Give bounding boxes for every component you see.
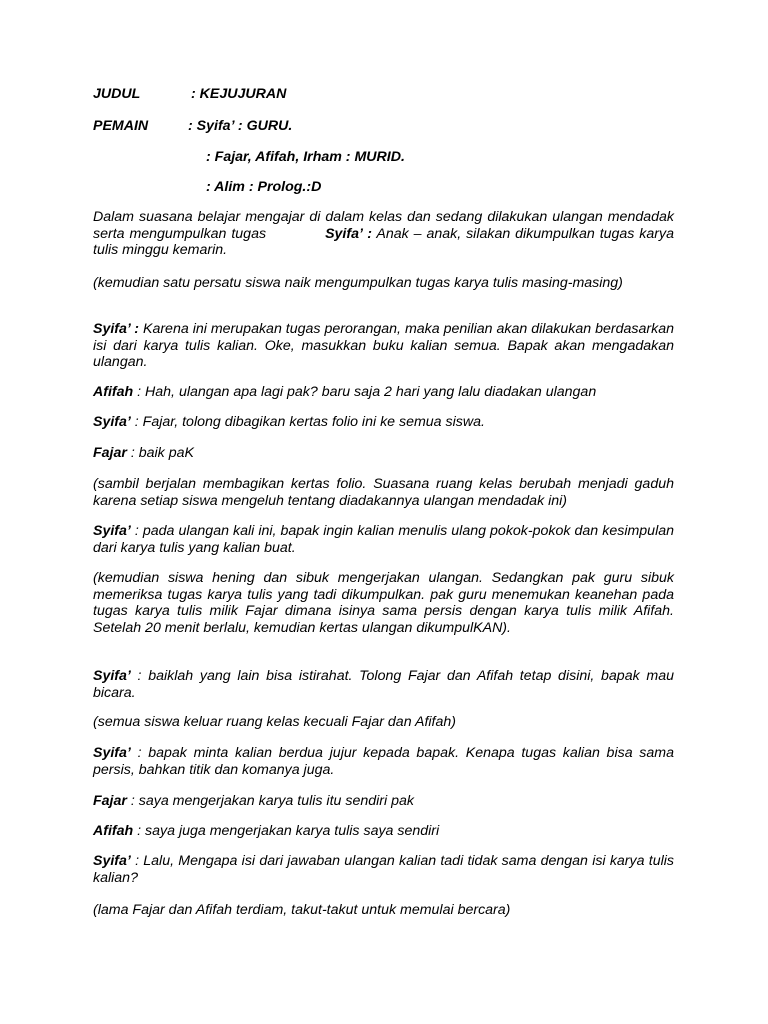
dialogue-paragraph: [93, 853, 674, 886]
stage-direction: (semua siswa keluar ruang kelas kecuali Fajar dan Afifah): [93, 714, 457, 730]
dialogue-paragraph: [93, 523, 674, 556]
speaker-name: Fajar: [93, 793, 127, 809]
speaker-name: Fajar: [93, 445, 127, 461]
title-label: JUDUL: [93, 86, 141, 102]
speaker-name: Syifa’: [93, 523, 131, 539]
stage-direction: (sambil berjalan membagikan kertas folio. Suasana ruang kelas berubah menjadi gaduh karena setiap siswa mengeluh tentang diadakannya ulangan mendadak ini): [93, 476, 674, 509]
dialogue-paragraph: [93, 668, 674, 701]
title-value: : KEJUJURAN: [191, 86, 287, 102]
dialogue-text: : Fajar, tolong dibagikan kertas folio ini ke semua siswa.: [130, 414, 485, 430]
dialogue-text: : saya mengerjakan karya tulis itu sendiri pak: [126, 793, 414, 809]
dialogue-text: : bapak minta kalian berdua jujur kepada bapak. Kenapa tugas kalian bisa sama persis, bahkan titik dan komanya juga.: [93, 745, 674, 778]
cast-label: PEMAIN: [93, 118, 149, 134]
speaker-name: Afifah: [93, 823, 134, 839]
speaker-name: Syifa’ :: [325, 225, 373, 242]
speaker-name: Afifah: [93, 384, 134, 400]
cast-students: : Fajar, Afifah, Irham : MURID.: [206, 149, 405, 165]
cast-teacher: : Syifa’ : GURU.: [188, 118, 293, 134]
dialogue-paragraph: [93, 384, 674, 401]
narration: Dalam suasana belajar mengajar di dalam kelas dan sedang dilakukan ulangan mendadak serta mengumpulkan tugas: [93, 209, 674, 242]
dialogue-text: : saya juga mengerjakan karya tulis saya sendiri: [133, 823, 440, 839]
dialogue-text: Anak – anak, silakan dikumpulkan tugas karya tulis minggu kemarin.: [93, 225, 674, 258]
paragraph-1: [93, 209, 674, 259]
title-line: [93, 86, 286, 103]
dialogue-paragraph: [93, 321, 674, 371]
dialogue-paragraph: [93, 745, 674, 778]
speaker-name: Syifa’ :: [93, 321, 140, 337]
dialogue-text: : Hah, ulangan apa lagi pak? baru saja 2 hari yang lalu diadakan ulangan: [133, 384, 597, 400]
dialogue-paragraph: [93, 793, 674, 810]
stage-direction: (lama Fajar dan Afifah terdiam, takut-takut untuk memulai bercara): [93, 902, 511, 918]
dialogue-text: : baiklah yang lain bisa istirahat. Tolong Fajar dan Afifah tetap disini, bapak mau bicara.: [93, 668, 674, 701]
stage-direction: (kemudian siswa hening dan sibuk mengerjakan ulangan. Sedangkan pak guru sibuk memeriksa tugas karya tulis yang tadi dikumpulkan. pak guru menemukan keanehan pada tugas karya tulis milik Fajar dimana isinya sama persis dengan karya tulis milik Afifah. Setelah 20 menit berlalu, kemudian kertas ulangan dikumpulKAN).: [93, 570, 674, 636]
dialogue-paragraph: [93, 445, 674, 462]
stage-direction: (kemudian satu persatu siswa naik mengumpulkan tugas karya tulis masing-masing): [93, 275, 623, 291]
dialogue-text: : Lalu, Mengapa isi dari jawaban ulangan kalian tadi tidak sama dengan isi karya tulis kalian?: [93, 853, 674, 886]
speaker-name: Syifa’: [93, 414, 131, 430]
speaker-name: Syifa’: [93, 668, 131, 684]
cast-prolog: : Alim : Prolog.:D: [206, 179, 322, 195]
dialogue-text: : pada ulangan kali ini, bapak ingin kalian menulis ulang pokok-pokok dan kesimpulan dari karya tulis yang kalian buat.: [93, 523, 674, 556]
dialogue-paragraph: [93, 823, 674, 840]
speaker-name: Syifa’: [93, 853, 131, 869]
speaker-name: Syifa’: [93, 745, 131, 761]
dialogue-text: Karena ini merupakan tugas perorangan, maka penilian akan dilakukan berdasarkan isi dari karya tulis kalian. Oke, masukkan buku kalian semua. Bapak akan mengadakan ulangan.: [93, 321, 674, 370]
cast-line-1: [93, 118, 292, 135]
dialogue-paragraph: [93, 414, 674, 431]
dialogue-text: : baik paK: [126, 445, 194, 461]
